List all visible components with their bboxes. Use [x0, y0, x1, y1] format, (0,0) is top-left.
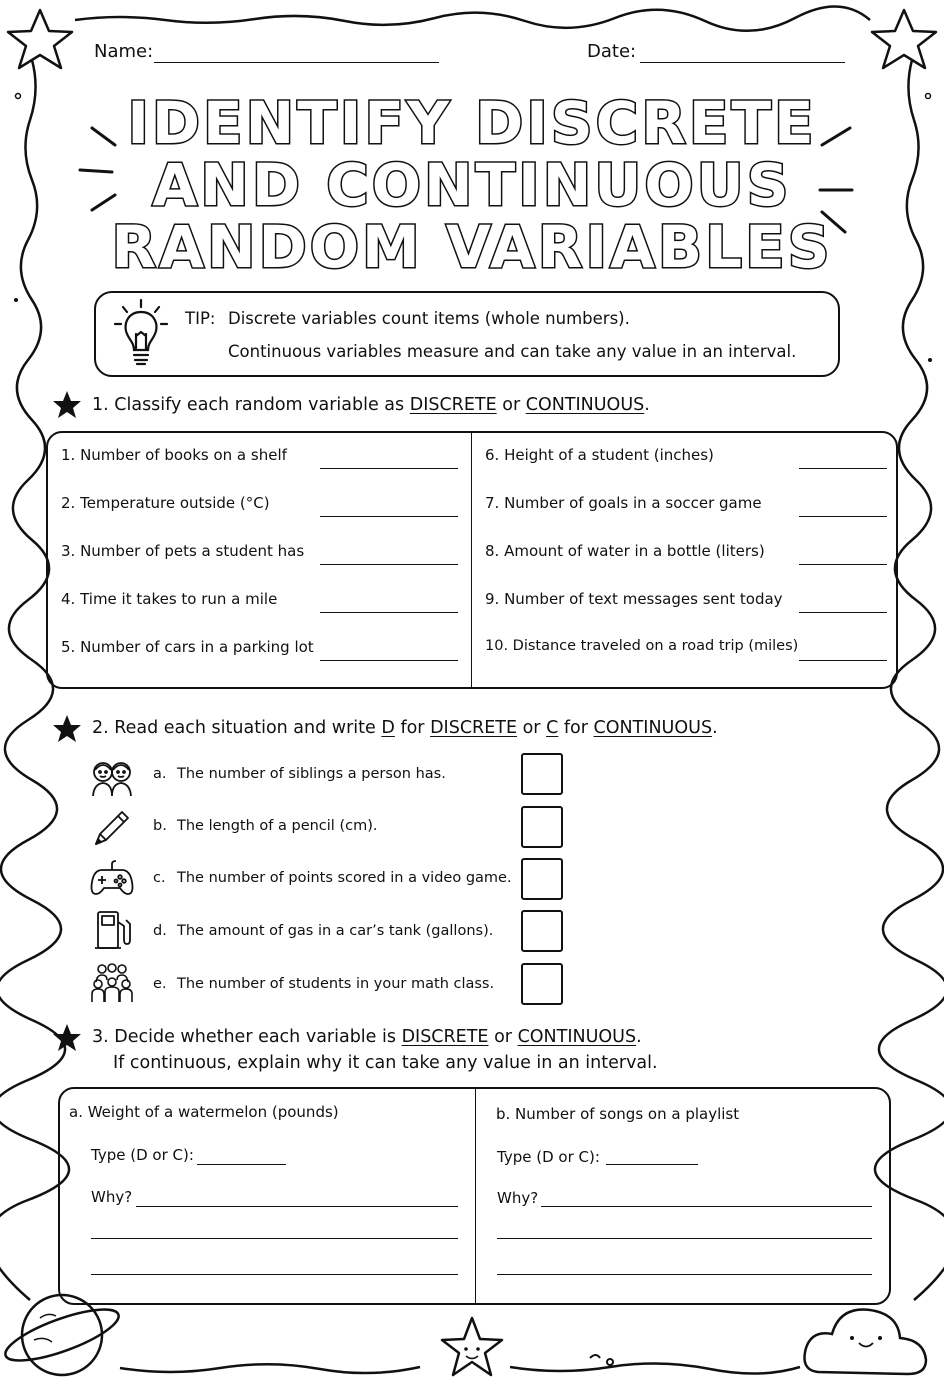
- list-item: 5. Number of cars in a parking lot: [61, 638, 314, 656]
- why-label: Why?: [91, 1188, 133, 1206]
- answer-line[interactable]: [799, 516, 887, 517]
- column-divider: [471, 432, 472, 688]
- why-answer-line[interactable]: [91, 1274, 458, 1275]
- section-3-heading: 3. Decide whether each variable is DISCRETE or CONTINUOUS.: [92, 1027, 642, 1047]
- why-answer-line[interactable]: [136, 1206, 458, 1207]
- type-answer-line[interactable]: [606, 1164, 698, 1165]
- section-3-subheading: If continuous, explain why it can take any value in an interval.: [113, 1053, 658, 1073]
- type-answer-line[interactable]: [197, 1164, 286, 1165]
- why-label: Why?: [497, 1189, 539, 1207]
- siblings-icon: [90, 758, 134, 802]
- column-divider: [475, 1088, 476, 1304]
- list-item: 1. Number of books on a shelf: [61, 446, 287, 464]
- tip-line-1: Discrete variables count items (whole numbers).: [228, 309, 630, 328]
- why-answer-line[interactable]: [91, 1238, 458, 1239]
- list-item: 4. Time it takes to run a mile: [61, 590, 278, 608]
- gamepad-icon: [90, 858, 134, 902]
- list-item: 2. Temperature outside (°C): [61, 494, 270, 512]
- list-item: 3. Number of pets a student has: [61, 542, 305, 560]
- answer-line[interactable]: [799, 612, 887, 613]
- continuous-term: CONTINUOUS: [525, 395, 645, 415]
- name-field[interactable]: [154, 62, 439, 63]
- answer-line[interactable]: [320, 660, 458, 661]
- answer-box[interactable]: [521, 858, 563, 900]
- tip-box: [94, 291, 840, 377]
- title-line-3: RANDOM VARIABLES: [111, 213, 833, 281]
- answer-box[interactable]: [521, 963, 563, 1005]
- lightbulb-icon: [112, 298, 170, 370]
- type-label: Type (D or C):: [91, 1146, 194, 1164]
- situation-letter: c.: [153, 870, 166, 886]
- answer-line[interactable]: [320, 516, 458, 517]
- section-1-heading: 1. Classify each random variable as DISCRETE or CONTINUOUS.: [92, 395, 650, 415]
- answer-box[interactable]: [521, 753, 563, 795]
- tip-label: TIP:: [185, 309, 216, 328]
- situation-letter: d.: [153, 923, 167, 939]
- situation-text: The number of siblings a person has.: [177, 766, 446, 782]
- worksheet-title: [60, 89, 884, 281]
- situation-letter: b.: [153, 818, 167, 834]
- type-label: Type (D or C):: [497, 1148, 600, 1166]
- date-label: Date:: [587, 41, 637, 62]
- list-item: 8. Amount of water in a bottle (liters): [485, 542, 765, 560]
- answer-line[interactable]: [799, 660, 887, 661]
- answer-line[interactable]: [799, 564, 887, 565]
- list-item: 9. Number of text messages sent today: [485, 590, 783, 608]
- answer-box[interactable]: [521, 806, 563, 848]
- why-answer-line[interactable]: [497, 1274, 872, 1275]
- list-item: 6. Height of a student (inches): [485, 446, 714, 464]
- gas-pump-icon: [90, 908, 134, 952]
- name-label: Name:: [94, 41, 154, 62]
- question-b-title: b. Number of songs on a playlist: [496, 1105, 740, 1123]
- tip-line-2: Continuous variables measure and can take any value in an interval.: [228, 342, 797, 361]
- pencil-icon: [90, 806, 134, 850]
- star-bullet-icon: [52, 1023, 82, 1053]
- situation-letter: e.: [153, 976, 167, 992]
- title-line-2: AND CONTINUOUS: [152, 151, 792, 219]
- situation-text: The amount of gas in a car’s tank (gallons).: [177, 923, 494, 939]
- list-item: 10. Distance traveled on a road trip (miles): [485, 638, 799, 654]
- discrete-term: DISCRETE: [409, 395, 497, 415]
- title-line-1: IDENTIFY DISCRETE: [127, 89, 817, 157]
- question-a-title: a. Weight of a watermelon (pounds): [69, 1103, 339, 1121]
- situation-text: The number of points scored in a video game.: [177, 870, 512, 886]
- answer-line[interactable]: [320, 468, 458, 469]
- answer-line[interactable]: [320, 612, 458, 613]
- answer-line[interactable]: [799, 468, 887, 469]
- answer-line[interactable]: [320, 564, 458, 565]
- situation-text: The length of a pencil (cm).: [177, 818, 378, 834]
- students-icon: [90, 962, 134, 1006]
- section-2-heading: 2. Read each situation and write D for DISCRETE or C for CONTINUOUS.: [92, 718, 718, 738]
- situation-text: The number of students in your math class.: [177, 976, 495, 992]
- situation-letter: a.: [153, 766, 167, 782]
- star-bullet-icon: [52, 714, 82, 744]
- why-answer-line[interactable]: [541, 1206, 872, 1207]
- answer-box[interactable]: [521, 910, 563, 952]
- date-field[interactable]: [640, 62, 845, 63]
- why-answer-line[interactable]: [497, 1238, 872, 1239]
- list-item: 7. Number of goals in a soccer game: [485, 494, 762, 512]
- star-bullet-icon: [52, 390, 82, 420]
